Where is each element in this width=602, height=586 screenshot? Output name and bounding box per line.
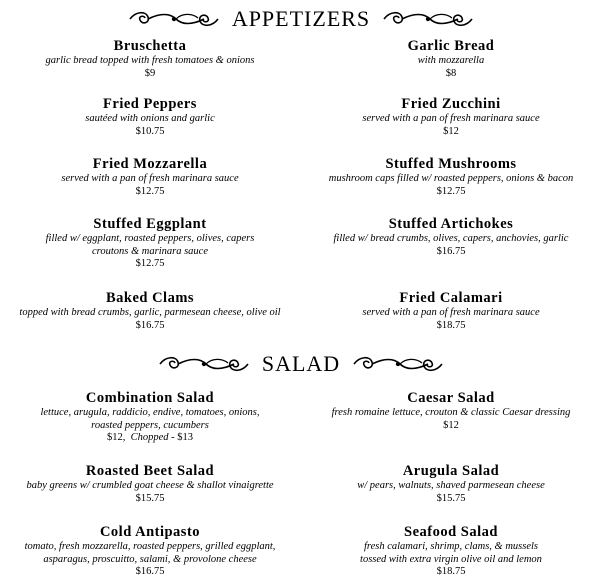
item-description: baby greens w/ crumbled goat cheese & shallot vinaigrette xyxy=(26,480,274,491)
item-name: Fried Peppers xyxy=(103,96,197,112)
item-description: filled w/ eggplant, roasted peppers, olives, capers xyxy=(45,233,255,244)
menu-item-fried-peppers xyxy=(0,96,300,138)
item-description: topped with bread crumbs, garlic, parmesean cheese, olive oil xyxy=(19,307,281,318)
menu-item-fried-mozzarella xyxy=(0,156,300,198)
item-name: Bruschetta xyxy=(113,38,187,54)
item-description: lettuce, arugula, raddicio, endive, tomatoes, onions, xyxy=(40,407,260,418)
item-name: Cold Antipasto xyxy=(99,524,201,540)
item-price: $18.75 xyxy=(436,319,466,331)
item-description: garlic bread topped with fresh tomatoes & onions xyxy=(45,55,255,66)
menu-item-stuffed-mushrooms xyxy=(301,156,601,198)
menu-item-fried-calamari xyxy=(301,290,601,332)
item-price: $9 xyxy=(144,67,156,79)
menu-item-bruschetta xyxy=(0,38,300,80)
item-name: Stuffed Artichokes xyxy=(388,216,514,232)
item-name: Fried Calamari xyxy=(399,290,503,306)
item-price: $12.75 xyxy=(135,185,165,197)
item-description: roasted peppers, cucumbers xyxy=(91,419,209,431)
item-description: served with a pan of fresh marinara sauce xyxy=(61,173,239,184)
item-name: Stuffed Mushrooms xyxy=(385,156,517,172)
section-title-appetizers: APPETIZERS xyxy=(231,6,371,31)
item-name: Fried Mozzarella xyxy=(92,156,208,172)
menu-item-seafood-salad xyxy=(301,524,601,579)
ornament-scroll-icon xyxy=(126,8,222,30)
menu-item-cold-antipasto xyxy=(0,524,300,579)
item-description: mushroom caps filled w/ roasted peppers, onions & bacon xyxy=(328,173,574,184)
appetizers-heading xyxy=(0,4,602,34)
item-description: croutons & marinara sauce xyxy=(92,245,208,257)
item-description: sautéed with onions and garlic xyxy=(85,113,215,124)
menu-item-fried-zucchini xyxy=(301,96,601,138)
item-description: tomato, fresh mozzarella, roasted peppers, grilled eggplant, xyxy=(24,541,276,552)
item-price: $15.75 xyxy=(135,492,165,504)
menu-item-roasted-beet-salad xyxy=(0,463,300,505)
item-description: fresh romaine lettuce, crouton & classic Caesar dressing xyxy=(331,407,571,418)
menu-item-arugula-salad xyxy=(301,463,601,505)
item-name: Stuffed Eggplant xyxy=(93,216,207,232)
price-value: $12, xyxy=(106,432,126,443)
menu-item-baked-clams xyxy=(0,290,300,332)
menu-item-stuffed-eggplant xyxy=(0,216,300,271)
item-name: Fried Zucchini xyxy=(401,96,501,112)
item-description: served with a pan of fresh marinara sauce xyxy=(362,307,540,318)
item-price: $16.75 xyxy=(436,245,466,257)
item-price: $12.75 xyxy=(436,185,466,197)
item-price: $12 xyxy=(443,419,459,431)
item-name: Arugula Salad xyxy=(402,463,500,479)
item-price: $18.75 xyxy=(436,566,466,577)
item-price: $16.75 xyxy=(135,319,165,331)
item-name: Caesar Salad xyxy=(407,390,495,406)
menu-item-stuffed-artichokes xyxy=(301,216,601,258)
item-price: $12.75 xyxy=(135,258,165,269)
price-option-value: - $13 xyxy=(171,432,194,443)
item-name: Baked Clams xyxy=(105,290,195,306)
item-description: filled w/ bread crumbs, olives, capers, anchovies, garlic xyxy=(333,233,569,244)
item-description: asparagus, proscuitto, salami, & provolone cheese xyxy=(43,553,257,565)
ornament-scroll-icon xyxy=(350,353,446,375)
item-name: Garlic Bread xyxy=(407,38,495,54)
salad-heading xyxy=(0,349,602,379)
menu-item-combination-salad xyxy=(0,390,300,445)
item-description: tossed with extra virgin olive oil and lemon xyxy=(360,553,542,565)
section-title-salad: SALAD xyxy=(261,351,341,376)
item-name: Combination Salad xyxy=(85,390,215,406)
item-price: $10.75 xyxy=(135,125,165,137)
item-description: with mozzarella xyxy=(417,55,485,66)
price-option-label: Chopped xyxy=(130,432,169,443)
item-price: $15.75 xyxy=(436,492,466,504)
item-description: fresh calamari, shrimp, clams, & mussels xyxy=(363,541,539,552)
item-price: $12 xyxy=(443,125,459,137)
item-price xyxy=(0,432,300,445)
ornament-scroll-icon xyxy=(380,8,476,30)
item-price: $8 xyxy=(445,67,457,79)
item-name: Roasted Beet Salad xyxy=(85,463,215,479)
ornament-scroll-icon xyxy=(156,353,252,375)
menu-item-garlic-bread xyxy=(301,38,601,80)
item-description: w/ pears, walnuts, shaved parmesean cheese xyxy=(357,480,545,491)
item-price: $16.75 xyxy=(135,566,165,577)
item-name: Seafood Salad xyxy=(404,524,498,540)
item-description: served with a pan of fresh marinara sauce xyxy=(362,113,540,124)
menu-item-caesar-salad xyxy=(301,390,601,432)
